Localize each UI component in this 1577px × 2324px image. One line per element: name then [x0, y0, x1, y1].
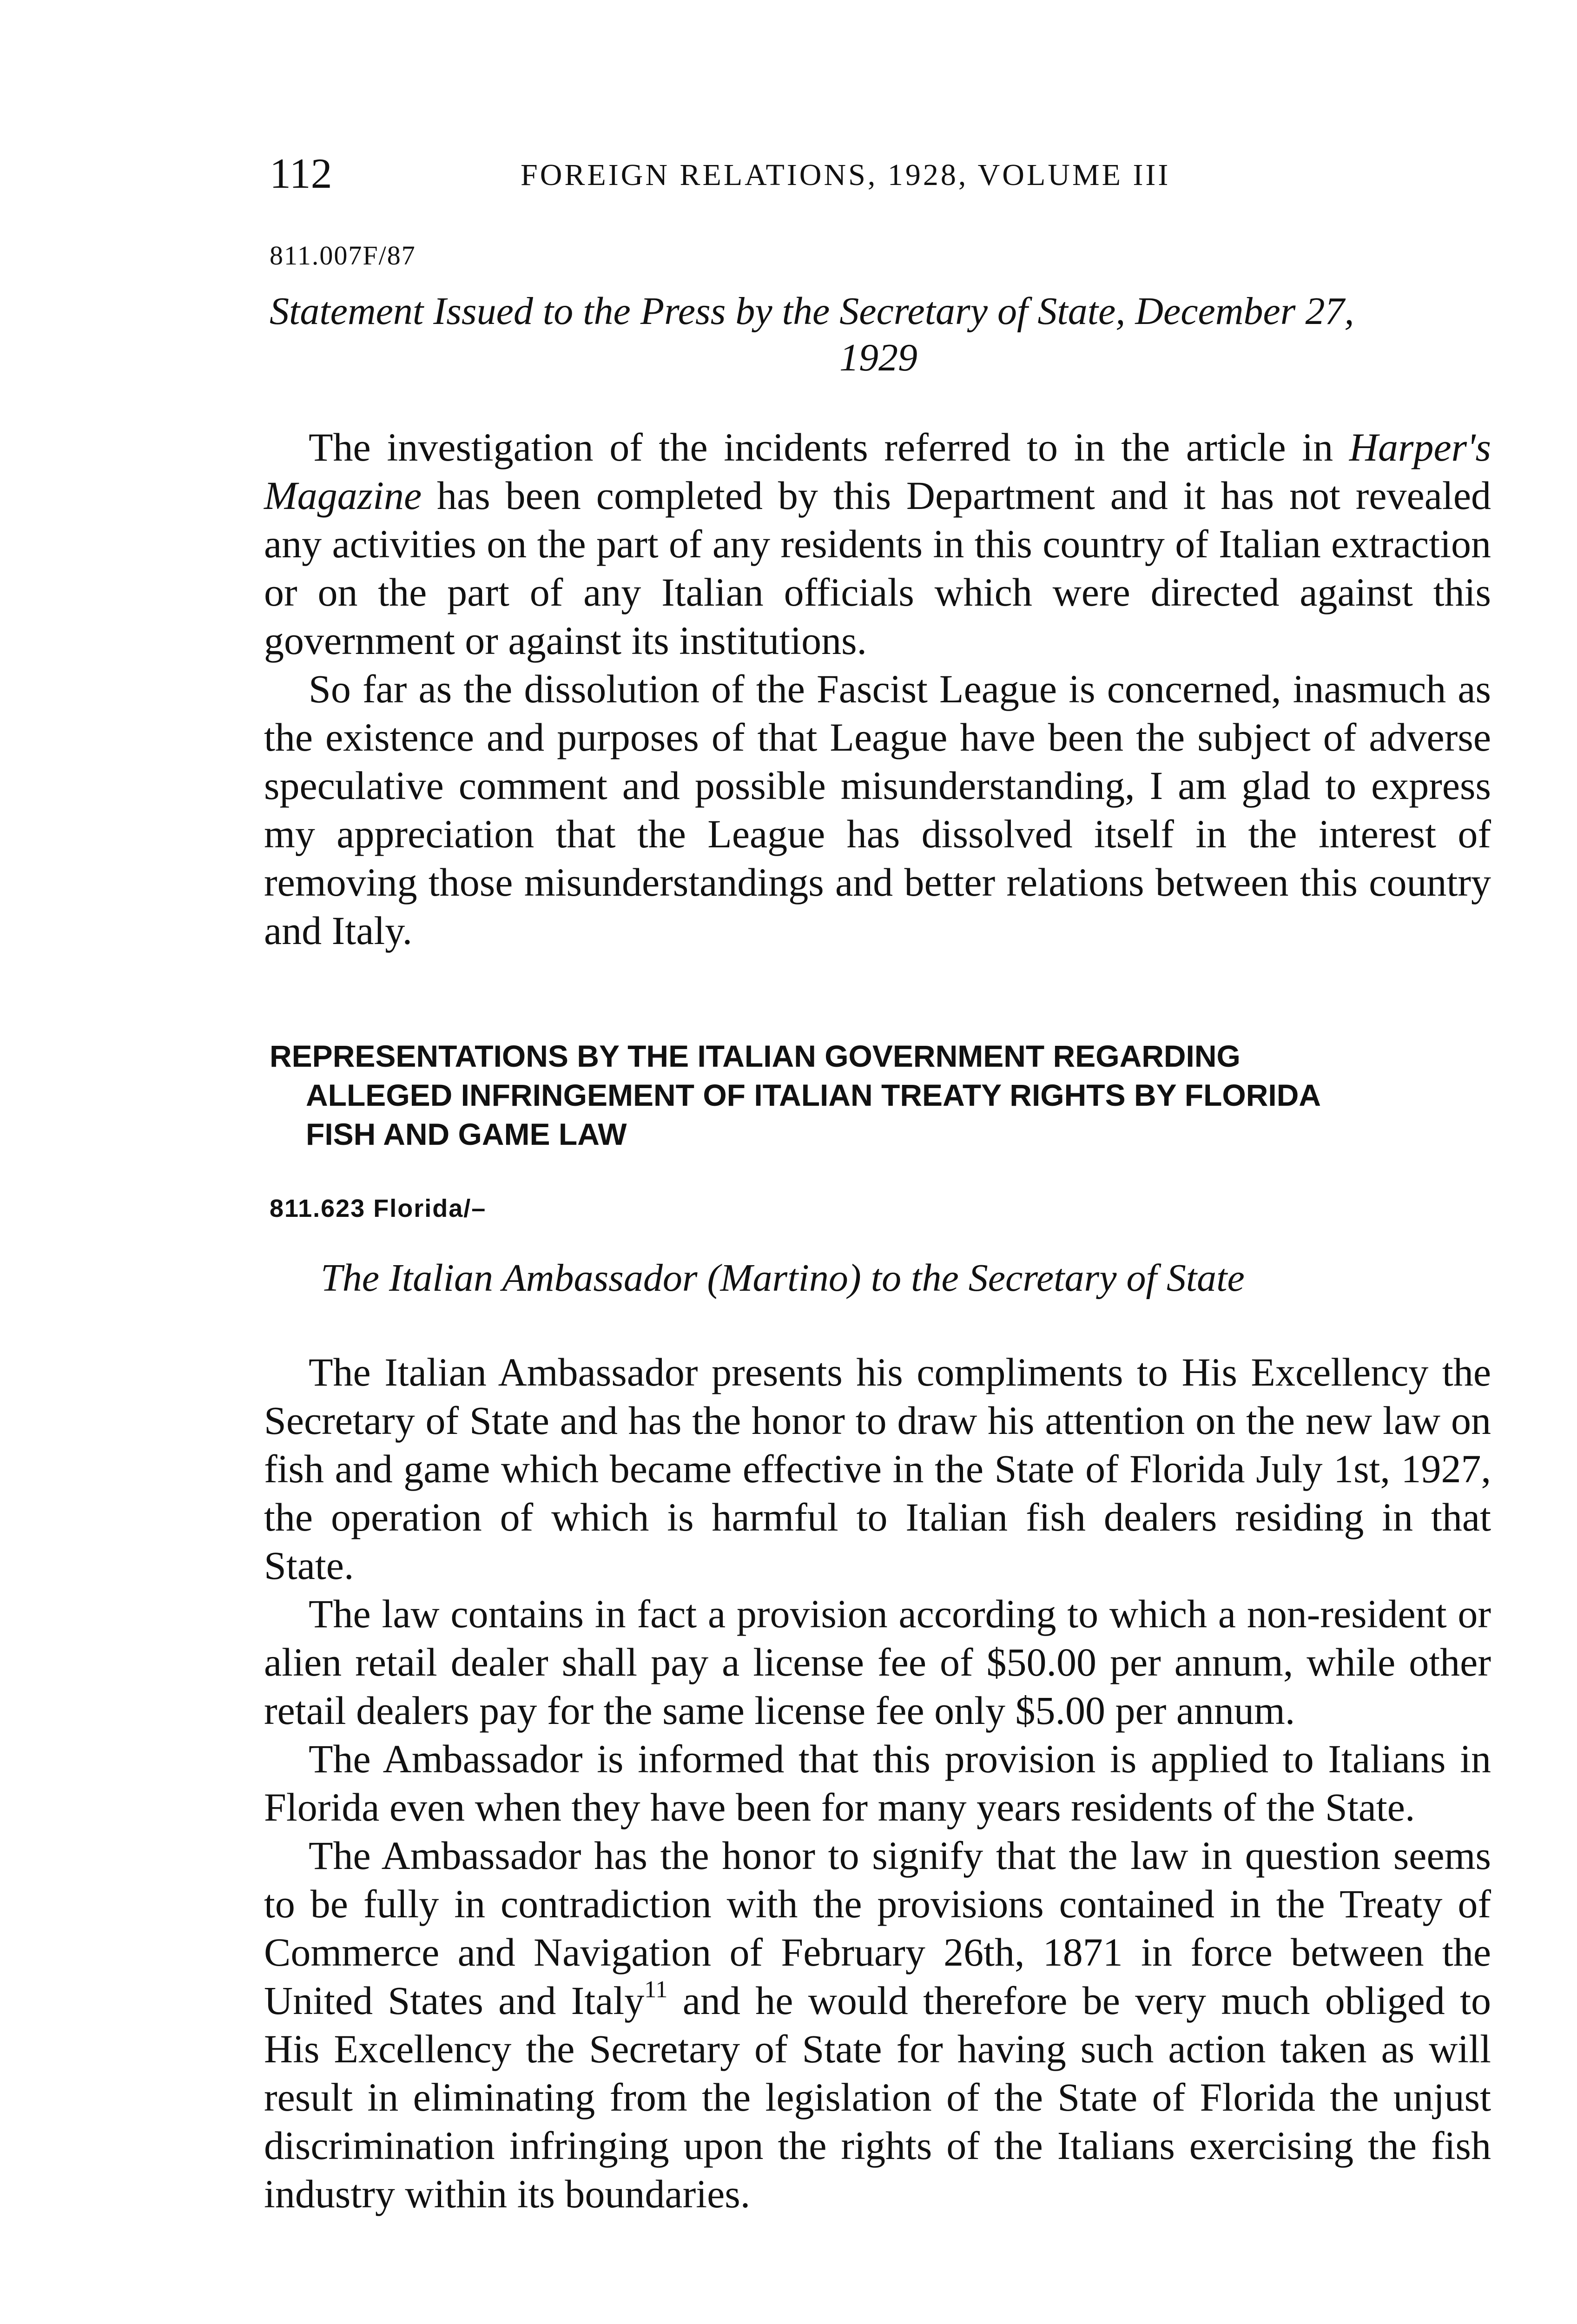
paragraph: The law contains in fact a provision according to which a non-resident or alien retail dealer shall pay a license fee of $50.00 per annum, while other retail dealers pay for the same license fee only $5.00 per annum.: [264, 1591, 1491, 1733]
paragraph: The Ambassador is informed that this provision is applied to Italians in Florida even when they have been for many years residents of the State.: [264, 1736, 1491, 1829]
paragraph: [264, 1831, 1491, 2218]
footnote-reference[interactable]: 11: [644, 1976, 668, 2003]
magazine-title: Harper's Magazine: [264, 425, 1491, 518]
heading-line: Statement Issued to the Press by the Secretary of State, December 27,: [270, 290, 1354, 333]
file-reference: 811.623 Florida/–: [270, 1195, 487, 1222]
document-heading: [270, 288, 1487, 381]
paragraph: The Italian Ambassador presents his compliments to His Excellency the Secretary of State and has the honor to draw his attention on the new law on fish and game which became effective in the State of Florida July 1st, 1927, the operation of which is harmful to Italian fish dealers residing in that State.: [264, 1350, 1491, 1588]
page-number: 112: [270, 150, 332, 197]
heading-text: The Italian Ambassador (: [321, 1256, 720, 1300]
page-header: [270, 148, 1487, 204]
paragraph: [264, 423, 1491, 665]
section-title-line: REPRESENTATIONS BY THE ITALIAN GOVERNMENT REGARDING: [270, 1039, 1240, 1073]
statement-body: [264, 423, 1491, 955]
heading-text: ) to the Secretary of State: [848, 1256, 1245, 1300]
note-body: [264, 1348, 1491, 2218]
section-title-line: ALLEGED INFRINGEMENT OF ITALIAN TREATY RIGHTS BY FLORIDA: [306, 1078, 1321, 1112]
paragraph-text: The investigation of the incidents referred to in the article in: [309, 425, 1349, 469]
document-heading: [321, 1255, 1487, 1301]
paragraph-text: has been completed by this Department and it has not revealed any activities on the part of any residents in this country of Italian extraction or on the part of any Italian officials which were directed against this government or against its institutions.: [264, 473, 1491, 663]
heading-year: 1929: [839, 336, 917, 379]
paragraph-text: and he would therefore be very much obliged to His Excellency the Secretary of State for having such action taken as will result in eliminating from the legislation of the State of Florida the unjust discrimination infringing upon the rights of the Italians exercising the fish industry within its boundaries.: [264, 1978, 1491, 2216]
section-title-line: FISH AND GAME LAW: [306, 1117, 627, 1151]
section-title: [270, 1037, 1487, 1154]
file-reference: 811.007F/87: [270, 240, 416, 271]
running-head: FOREIGN RELATIONS, 1928, VOLUME III: [521, 158, 1171, 192]
paragraph-text: The Ambassador has the honor to signify that the law in question seems to be fully in contradiction with the provisions contained in the Treaty of Commerce and Navigation of February 26th, 1871 in force between the United States and Italy: [264, 1833, 1491, 2023]
paragraph: So far as the dissolution of the Fascist League is concerned, inasmuch as the existence and purposes of that League have been the subject of adverse speculative comment and possible misunderstanding, I am glad to express my appreciation that the League has dissolved itself in the interest of removing those misunderstandings and better relations between this country and Italy.: [264, 667, 1491, 953]
ambassador-name: Martino: [720, 1256, 848, 1300]
